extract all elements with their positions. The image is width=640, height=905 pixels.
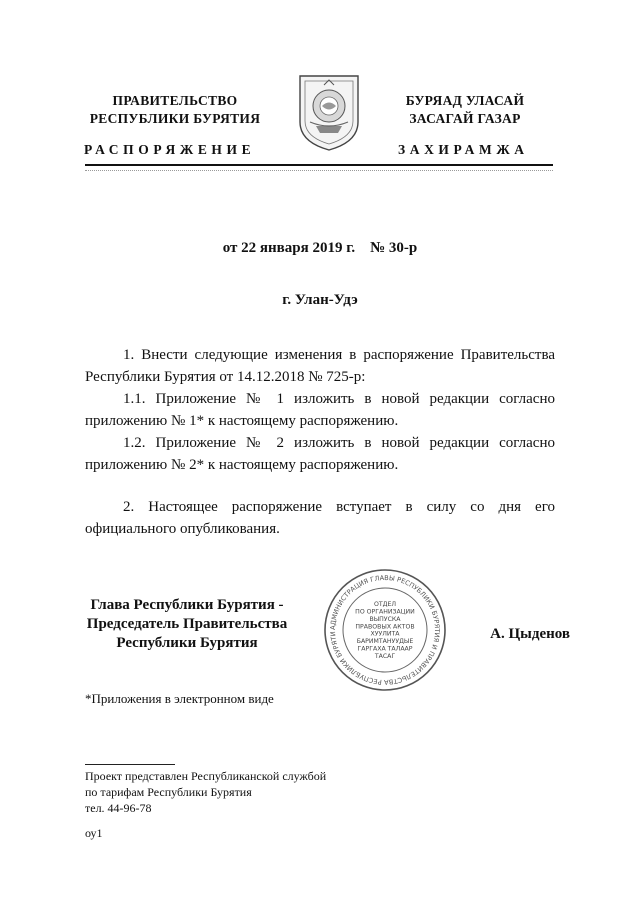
footer-rule [85, 764, 175, 765]
stamp-ring-text: АДМИНИСТРАЦИЯ ГЛАВЫ РЕСПУБЛИКИ БУРЯТИЯ И ПРАВИТЕЛЬСТВА РЕСПУБЛИКИ БУРЯТИ [328, 573, 442, 687]
city-line: г. Улан-Удэ [282, 292, 358, 308]
stamp-line: БАРИМТАНУУДЫЕ [356, 638, 414, 646]
footer-line1: Проект представлен Республиканской службой [85, 769, 327, 783]
signatory-title-line3: Республики Бурятия [116, 635, 258, 651]
stamp-line: ОТДЕЛ [373, 601, 397, 609]
document-body [85, 344, 555, 540]
footer-code: оу1 [85, 826, 103, 840]
header-left [80, 92, 270, 128]
stamp-line: ГАРГАХА ТАЛААР [357, 645, 413, 653]
footer-line2: по тарифам Республики Бурятия [85, 785, 252, 799]
doc-type-left: РАСПОРЯЖЕНИЕ [84, 142, 256, 157]
date-number-line: от 22 января 2019 г. № 30-р [222, 240, 418, 256]
header-left-line2: РЕСПУБЛИКИ БУРЯТИЯ [89, 111, 261, 126]
stamp-line: ТАСАГ [374, 652, 396, 660]
paragraph-1: 1. Внести следующие изменения в распоряжение Правительства Республики Бурятия от 14.12.2018 № 725-р: [85, 347, 555, 385]
header-right-line2: ЗАСАГАЙ ГАЗАР [409, 111, 521, 126]
header-rule [85, 164, 553, 166]
signatory-title-line2: Председатель Правительства [86, 616, 288, 632]
official-stamp [322, 567, 448, 693]
stamp-line: ПО ОРГАНИЗАЦИИ [355, 608, 415, 616]
header-left-line1: ПРАВИТЕЛЬСТВО [112, 93, 238, 108]
stamp-line: ПРАВОВЫХ АКТОВ [355, 623, 415, 631]
header-dotted-rule [85, 170, 553, 171]
header-right [380, 92, 550, 128]
paragraph-2: 2. Настоящее распоряжение вступает в силу со дня его официального опубликования. [85, 499, 555, 537]
doc-type-right: ЗАХИРАМЖА [398, 142, 529, 157]
paragraph-1-1: 1.1. Приложение № 1 изложить в новой редакции согласно приложению № 1* к настоящему распоряжению. [85, 391, 555, 429]
signatory-title [80, 596, 294, 653]
attachments-note: *Приложения в электронном виде [85, 691, 274, 706]
stamp-line: ХУУЛИТА [370, 630, 400, 638]
stamp-line: ВЫПУСКА [369, 615, 401, 623]
header-right-line1: БУРЯАД УЛАСАЙ [405, 93, 525, 108]
signatory-name: А. Цыденов [490, 626, 570, 642]
footer-info [85, 768, 326, 816]
paragraph-1-2: 1.2. Приложение № 2 изложить в новой редакции согласно приложению № 2* к настоящему распоряжению. [85, 435, 555, 473]
coat-of-arms-emblem [296, 70, 362, 152]
signatory-title-line1: Глава Республики Бурятия - [90, 597, 284, 613]
footer-line3: тел. 44-96-78 [85, 801, 152, 815]
